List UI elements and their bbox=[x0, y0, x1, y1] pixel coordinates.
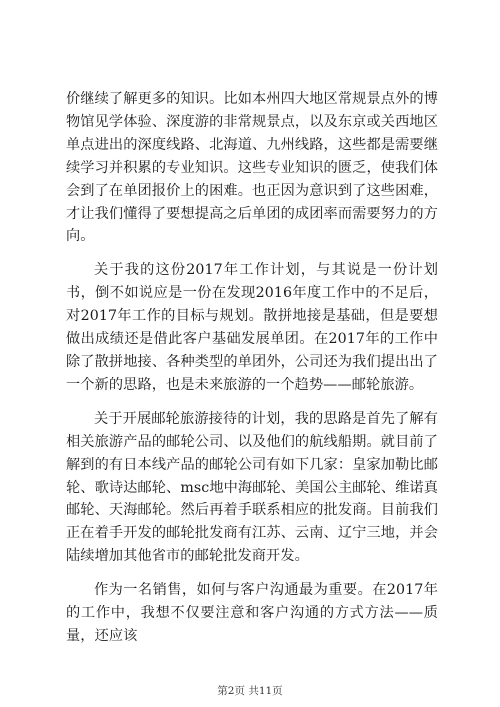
paragraph-4: 作为一名销售，如何与客户沟通最为重要。在2017年的工作中，我想不仅要注意和客户沟通的方式方法——质量，还应该 bbox=[66, 582, 438, 644]
paragraph-2: 关于我的这份2017年工作计划，与其说是一份计划书，倒不如说应是一份在发现2016年度工作中的不足后，对2017年工作的目标与规划。散拼地接是基础，但是要想做出成绩还是借此客户基础发展单团。在2017年的工作中除了散拼地接、各种类型的单团外，公司还为我们提出出了一个新的思路，也是未来旅游的一个趋势——邮轮旅游。 bbox=[66, 262, 438, 393]
page-number-footer: 第2页 共11页 bbox=[217, 685, 283, 697]
paragraph-3: 关于开展邮轮旅游接待的计划，我的思路是首先了解有相关旅游产品的邮轮公司、以及他们的航线船期。就目前了解到的有日本线产品的邮轮公司有如下几家：皇家加勒比邮轮、歌诗达邮轮、msc地中海邮轮、美国公主邮轮、维诺真邮轮、天海邮轮。然后再着手联系相应的批发商。目前我们正在着手开发的邮轮批发商有江苏、云南、辽宁三地，并会陆续增加其他省市的邮轮批发商开发。 bbox=[66, 410, 438, 565]
document-body bbox=[66, 88, 438, 648]
paragraph-1: 价继续了解更多的知识。比如本州四大地区常规景点外的博物馆见学体验、深度游的非常规景点，以及东京或关西地区单点进出的深度线路、北海道、九州线路，这些都是需要继续学习并积累的专业知识。这些专业知识的匮乏，使我们体会到了在单团报价上的困难。也正因为意识到了这些困难，才让我们懂得了要想提高之后单团的成团率而需要努力的方向。 bbox=[66, 91, 438, 245]
